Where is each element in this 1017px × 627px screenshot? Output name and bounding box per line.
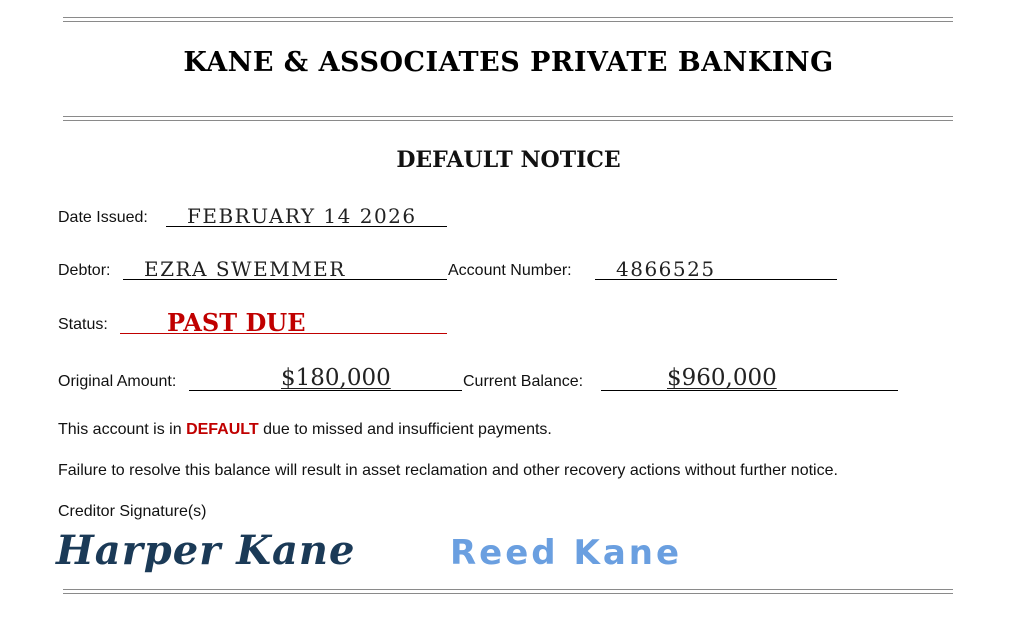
bottom-divider [63, 589, 953, 594]
original-amount-label: Original Amount: [58, 373, 177, 390]
account-number-value: 4866525 [616, 257, 716, 281]
status-value: PAST DUE [167, 308, 306, 337]
debtor-value: EZRA SWEMMER [144, 257, 346, 281]
default-statement-text-end: due to missed and insufficient payments. [258, 421, 552, 438]
header-divider [63, 116, 953, 121]
bank-name: KANE & ASSOCIATES PRIVATE BANKING [183, 47, 834, 78]
original-amount-value: $180,000 [281, 365, 391, 391]
default-statement-text-start: This account is in [58, 421, 187, 438]
signature-reed-kane: Reed Kane [450, 533, 683, 573]
date-issued-label: Date Issued: [58, 209, 148, 226]
warning-statement: Failure to resolve this balance will result in asset reclamation and other recovery actions without further notice. [58, 462, 838, 479]
current-balance-value: $960,000 [667, 365, 777, 391]
account-number-label: Account Number: [448, 262, 572, 279]
top-divider [63, 17, 953, 22]
signature-harper-kane: Harper Kane [56, 527, 356, 574]
debtor-label: Debtor: [58, 262, 111, 279]
status-label: Status: [58, 316, 108, 333]
default-statement [58, 421, 552, 439]
signature-label: Creditor Signature(s) [58, 503, 207, 520]
date-issued-value: FEBRUARY 14 2026 [187, 204, 417, 228]
current-balance-label: Current Balance: [463, 373, 584, 390]
default-highlight: DEFAULT [186, 421, 259, 438]
notice-title: DEFAULT NOTICE [396, 147, 621, 173]
